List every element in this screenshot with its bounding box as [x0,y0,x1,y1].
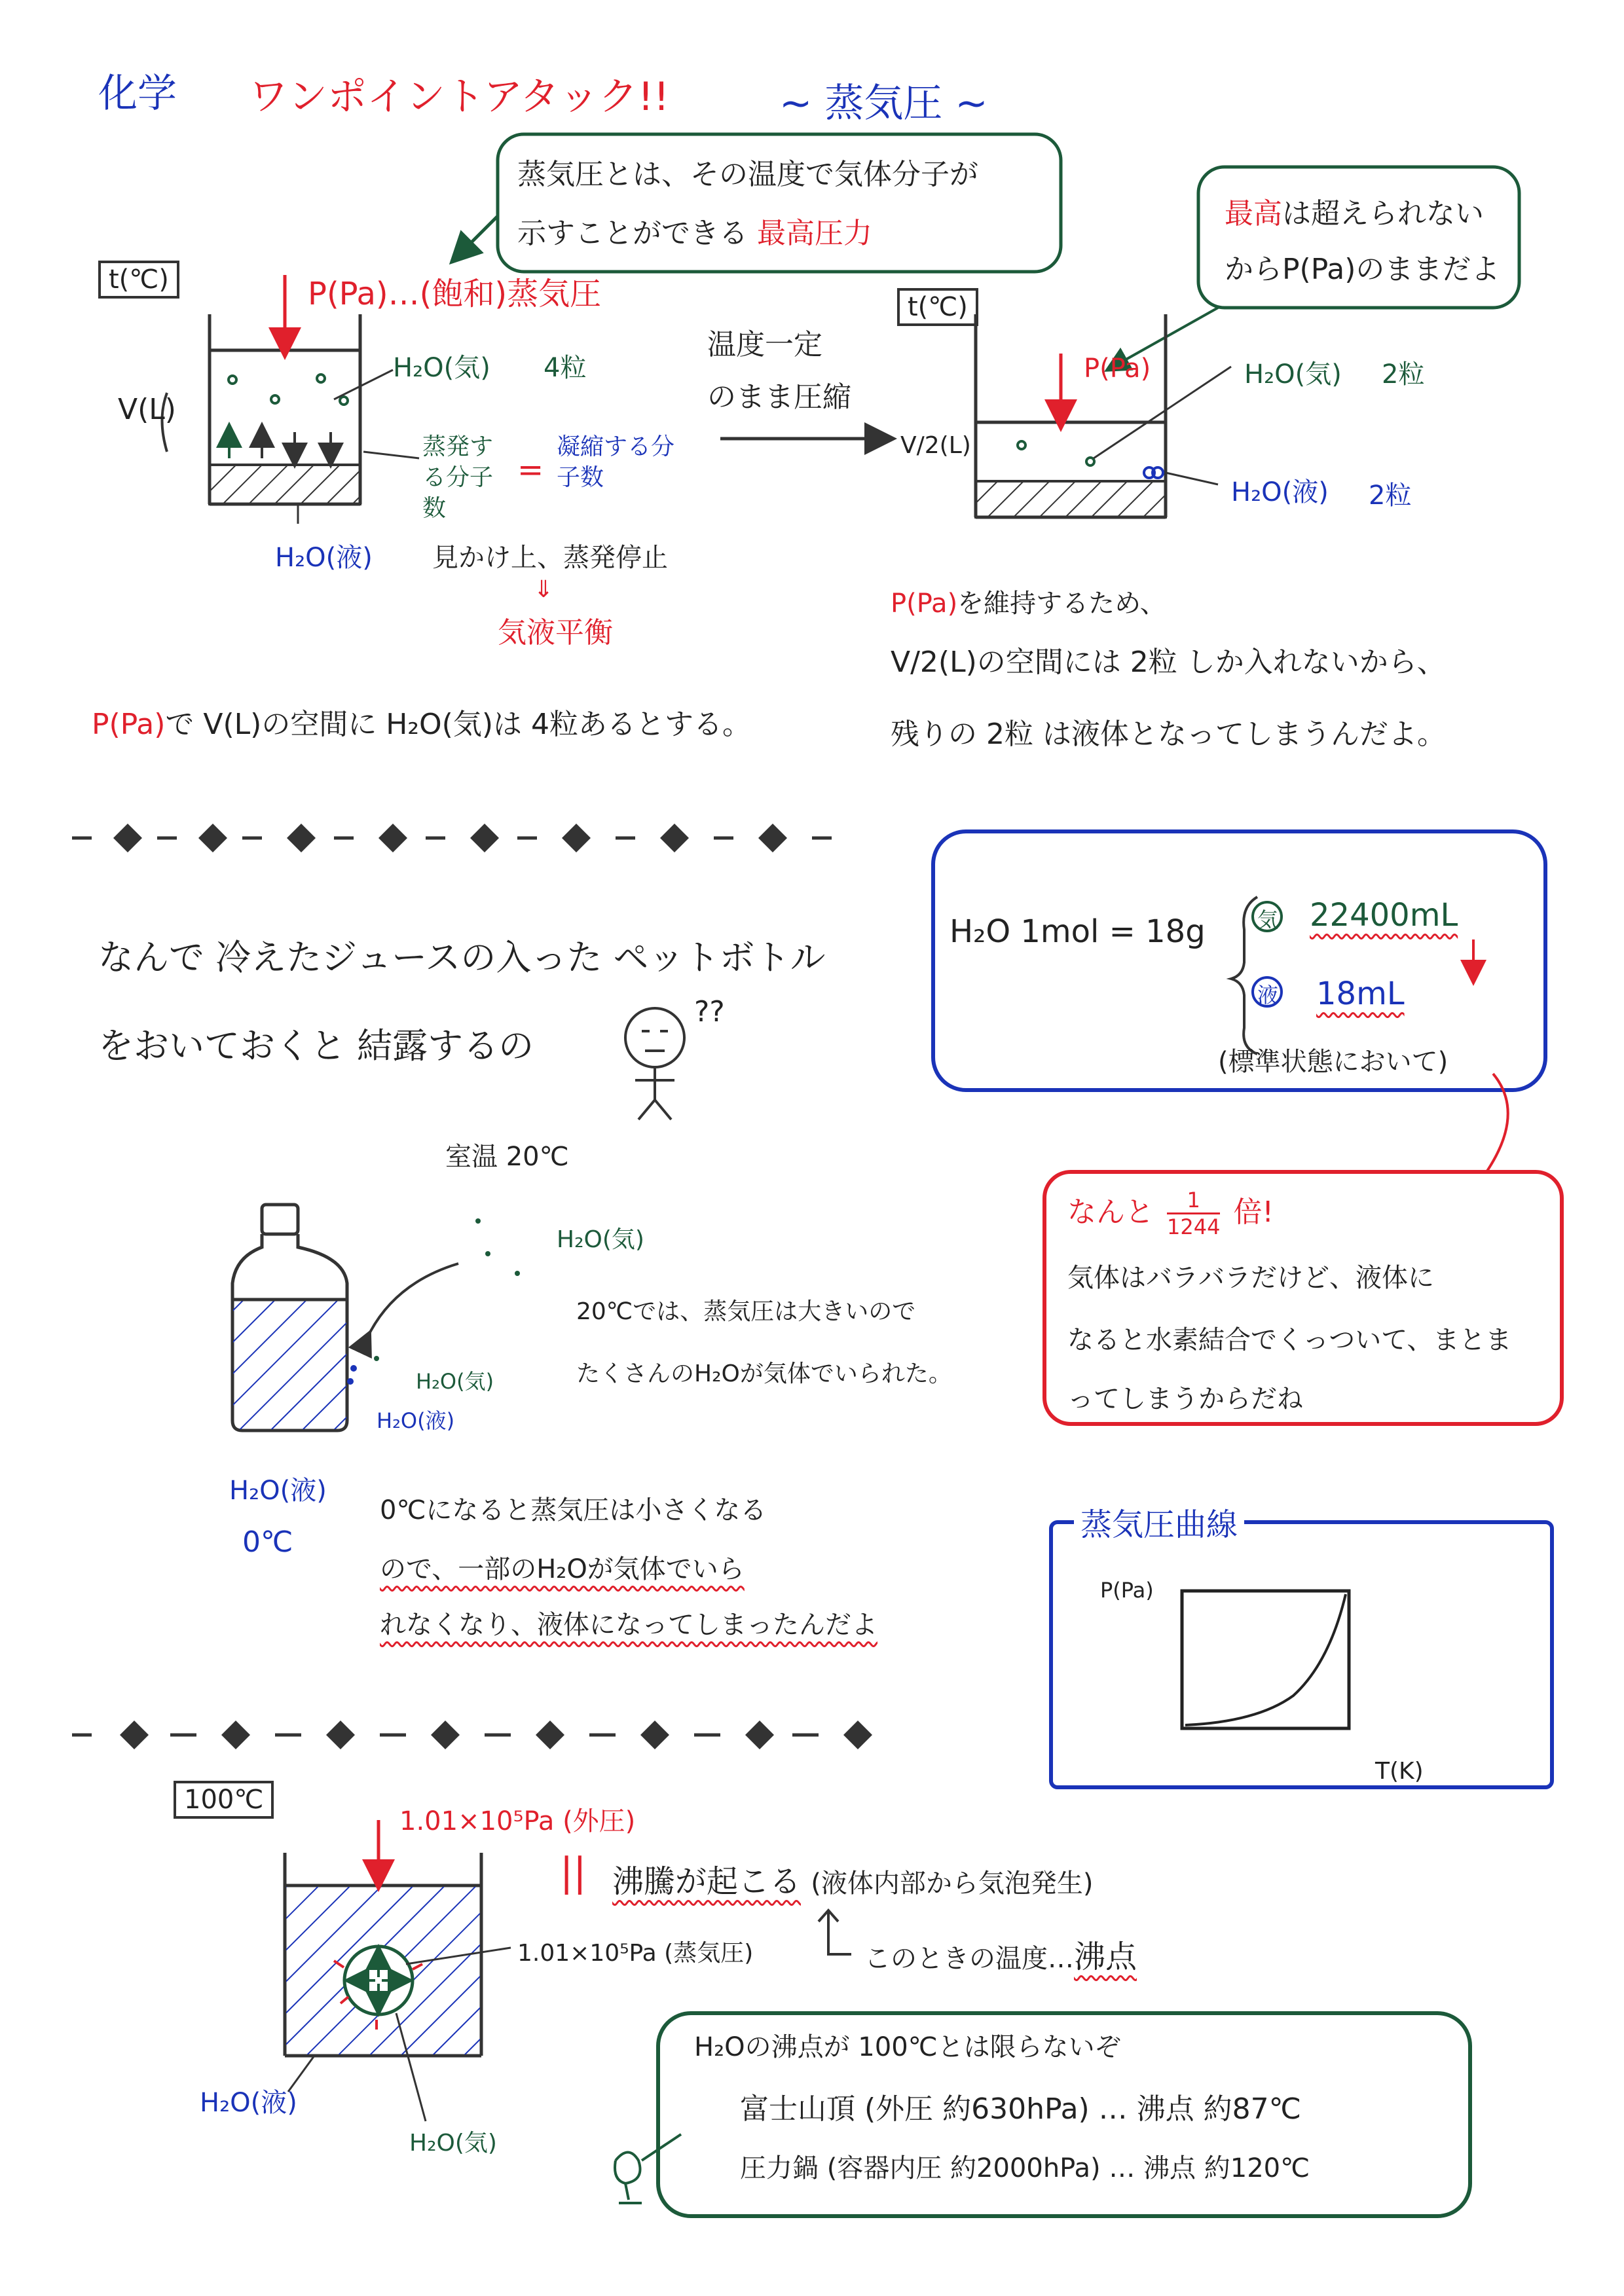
ratio-suffix: 倍! [1233,1195,1274,1229]
pressure-label-left [308,268,601,314]
mol-formula: H₂O 1mol = 18g [950,913,1206,950]
boiling-gas-label: H₂O(気) [409,2130,497,2157]
gas-count-right: 2粒 [1382,359,1425,390]
process-line-1: 温度一定 [707,328,822,361]
liquid-label-left: H₂O(液) [275,543,373,573]
curve-y-label: P(Pa) [1100,1578,1154,1603]
temp-label-left: t(℃) [98,261,179,299]
page-title: ワンポイントアタック!! [249,74,670,120]
boiling-a: 沸騰が起こる [612,1863,802,1900]
temp-label-100: 100℃ [174,1781,274,1819]
question-line-2: をおいておくと 結露するの [98,1025,534,1066]
mol-liq-value: 18mL [1316,975,1405,1012]
ratio-prefix: なんと [1067,1195,1154,1229]
evap-label: 蒸発する分子数 [422,433,494,522]
cond-label: 凝縮する分子数 [557,433,675,491]
gas-label-left: H₂O(気) [393,353,490,383]
room-temp-label: 室温 20℃ [445,1142,569,1172]
vapor-pressure: 1.01×10⁵Pa (蒸気圧) [517,1940,754,1967]
liquid-label-right: H₂O(液) [1231,477,1329,507]
ratio-line-4: ってしまうからだね [1067,1384,1303,1414]
pressure-label-right: P(Pa) [1084,354,1151,384]
ratio-numerator: 1 [1187,1188,1200,1213]
topic-title: ~ 蒸気圧 ~ [779,81,988,126]
bottle-liquid-side: H₂O(液) [377,1408,455,1433]
apparent-stop: 見かけ上、蒸発停止 [432,543,668,573]
ratio-fraction [1167,1189,1220,1238]
explain-line-2: V/2(L)の空間には 2粒 しか入れないから、 [891,646,1446,679]
equal-mark: || [560,1850,587,1895]
process-line-2: のまま圧縮 [707,380,851,414]
footnote-left [92,701,751,742]
explain-line-1-text: を維持するため、 [957,589,1166,619]
mascot-character [615,2153,642,2204]
boiling-container [285,1820,511,2121]
right-callout-1b: は超えられない [1282,197,1484,230]
callout-line-2-a: 示すことができる [517,217,748,250]
bottle-temp: 0℃ [242,1525,293,1559]
temp-label-right: t(℃) [897,288,978,326]
pressure-desc: …(飽和)蒸気圧 [388,276,602,312]
subject-label: 化学 [98,71,177,117]
arrow-down: ⇓ [534,576,554,603]
ratio-line-1 [1067,1188,1274,1239]
container-right [976,314,1231,517]
ratio-line-2: 気体はバラバラだけど、液体に [1067,1263,1434,1293]
temp-note [864,1931,1137,1977]
liquid-count-right: 2粒 [1369,481,1412,511]
volume-label-right: V/2(L) [900,432,971,459]
mol-note: (標準状態において) [1218,1047,1449,1077]
curve-x-label: T(K) [1375,1758,1424,1785]
equals-sign: = [517,452,544,488]
callout-line-2 [517,210,872,251]
explain-line-3: 残りの 2粒 は液体となってしまうんだよ。 [891,718,1446,751]
boiling-liquid-label: H₂O(液) [200,2088,297,2118]
curve-line [1185,1594,1346,1725]
footnote-p: P(Pa) [92,708,166,741]
note-line-1: H₂Oの沸点が 100℃とは限らないぞ [694,2032,1121,2062]
bottle-gas-top: H₂O(気) [557,1226,644,1253]
question-marks: ?? [694,995,725,1029]
boiling-b: (液体内部から気泡発生) [811,1868,1094,1899]
thinking-face-figure [625,1008,684,1120]
mol-liq-tag: 液 [1257,983,1279,1008]
curve-box [1051,1522,1552,1787]
explain-p: P(Pa) [891,589,958,619]
explain-20-line-1: 20℃では、蒸気圧は大きいので [576,1298,916,1325]
gas-label-right: H₂O(気) [1244,359,1342,390]
bottle-liquid-label: H₂O(液) [229,1476,327,1506]
external-pressure: 1.01×10⁵Pa (外圧) [399,1806,636,1836]
pressure-symbol-left: P(Pa) [308,276,388,312]
curve-title: 蒸気圧曲線 [1074,1499,1244,1544]
equilibrium-label: 気液平衡 [498,616,613,649]
note-line-3: 圧力鍋 (容器内圧 約2000hPa) … 沸点 約120℃ [740,2153,1310,2183]
note-line-2: 富士山頂 (外圧 約630hPa) … 沸点 約87℃ [740,2092,1302,2126]
right-callout-1a: 最高 [1225,197,1282,230]
callout-line-1: 蒸気圧とは、その温度で気体分子が [517,158,978,191]
temp-note-a: このときの温度… [864,1944,1074,1974]
curve-plot-area [1182,1591,1349,1728]
right-callout-line-2: からP(Pa)のままだよ [1225,253,1500,286]
boiling-statement [612,1856,1094,1901]
explain-20-line-2: たくさんのH₂Oが気体でいられた。 [576,1360,952,1387]
bottle-gas-side: H₂O(気) [416,1369,494,1394]
bottle [232,1205,347,1430]
explain-0-line-2: ので、一部のH₂Oが気体でいら [380,1554,745,1584]
mol-gas-value: 22400mL [1310,897,1458,934]
explain-0-line-1: 0℃になると蒸気圧は小さくなる [380,1495,767,1525]
ratio-line-3: なると水素結合でくっついて、まとま [1067,1325,1512,1355]
right-callout-line-1 [1225,190,1484,232]
ratio-denominator: 1244 [1167,1212,1220,1239]
volume-label-left: V(L) [118,393,176,426]
footnote-rest: で V(L)の空間に H₂O(気)は 4粒あるとする。 [165,708,751,741]
temp-note-b: 沸点 [1074,1939,1137,1975]
explain-line-1 [891,583,1166,620]
explain-0-line-3: れなくなり、液体になってしまったんだよ [380,1610,877,1640]
mol-gas-tag: 気 [1257,907,1279,932]
gas-count-left: 4粒 [544,353,587,383]
question-line-1: なんで 冷えたジュースの入った ペットボトル [98,937,826,978]
callout-line-2-b: 最高圧力 [757,217,872,250]
